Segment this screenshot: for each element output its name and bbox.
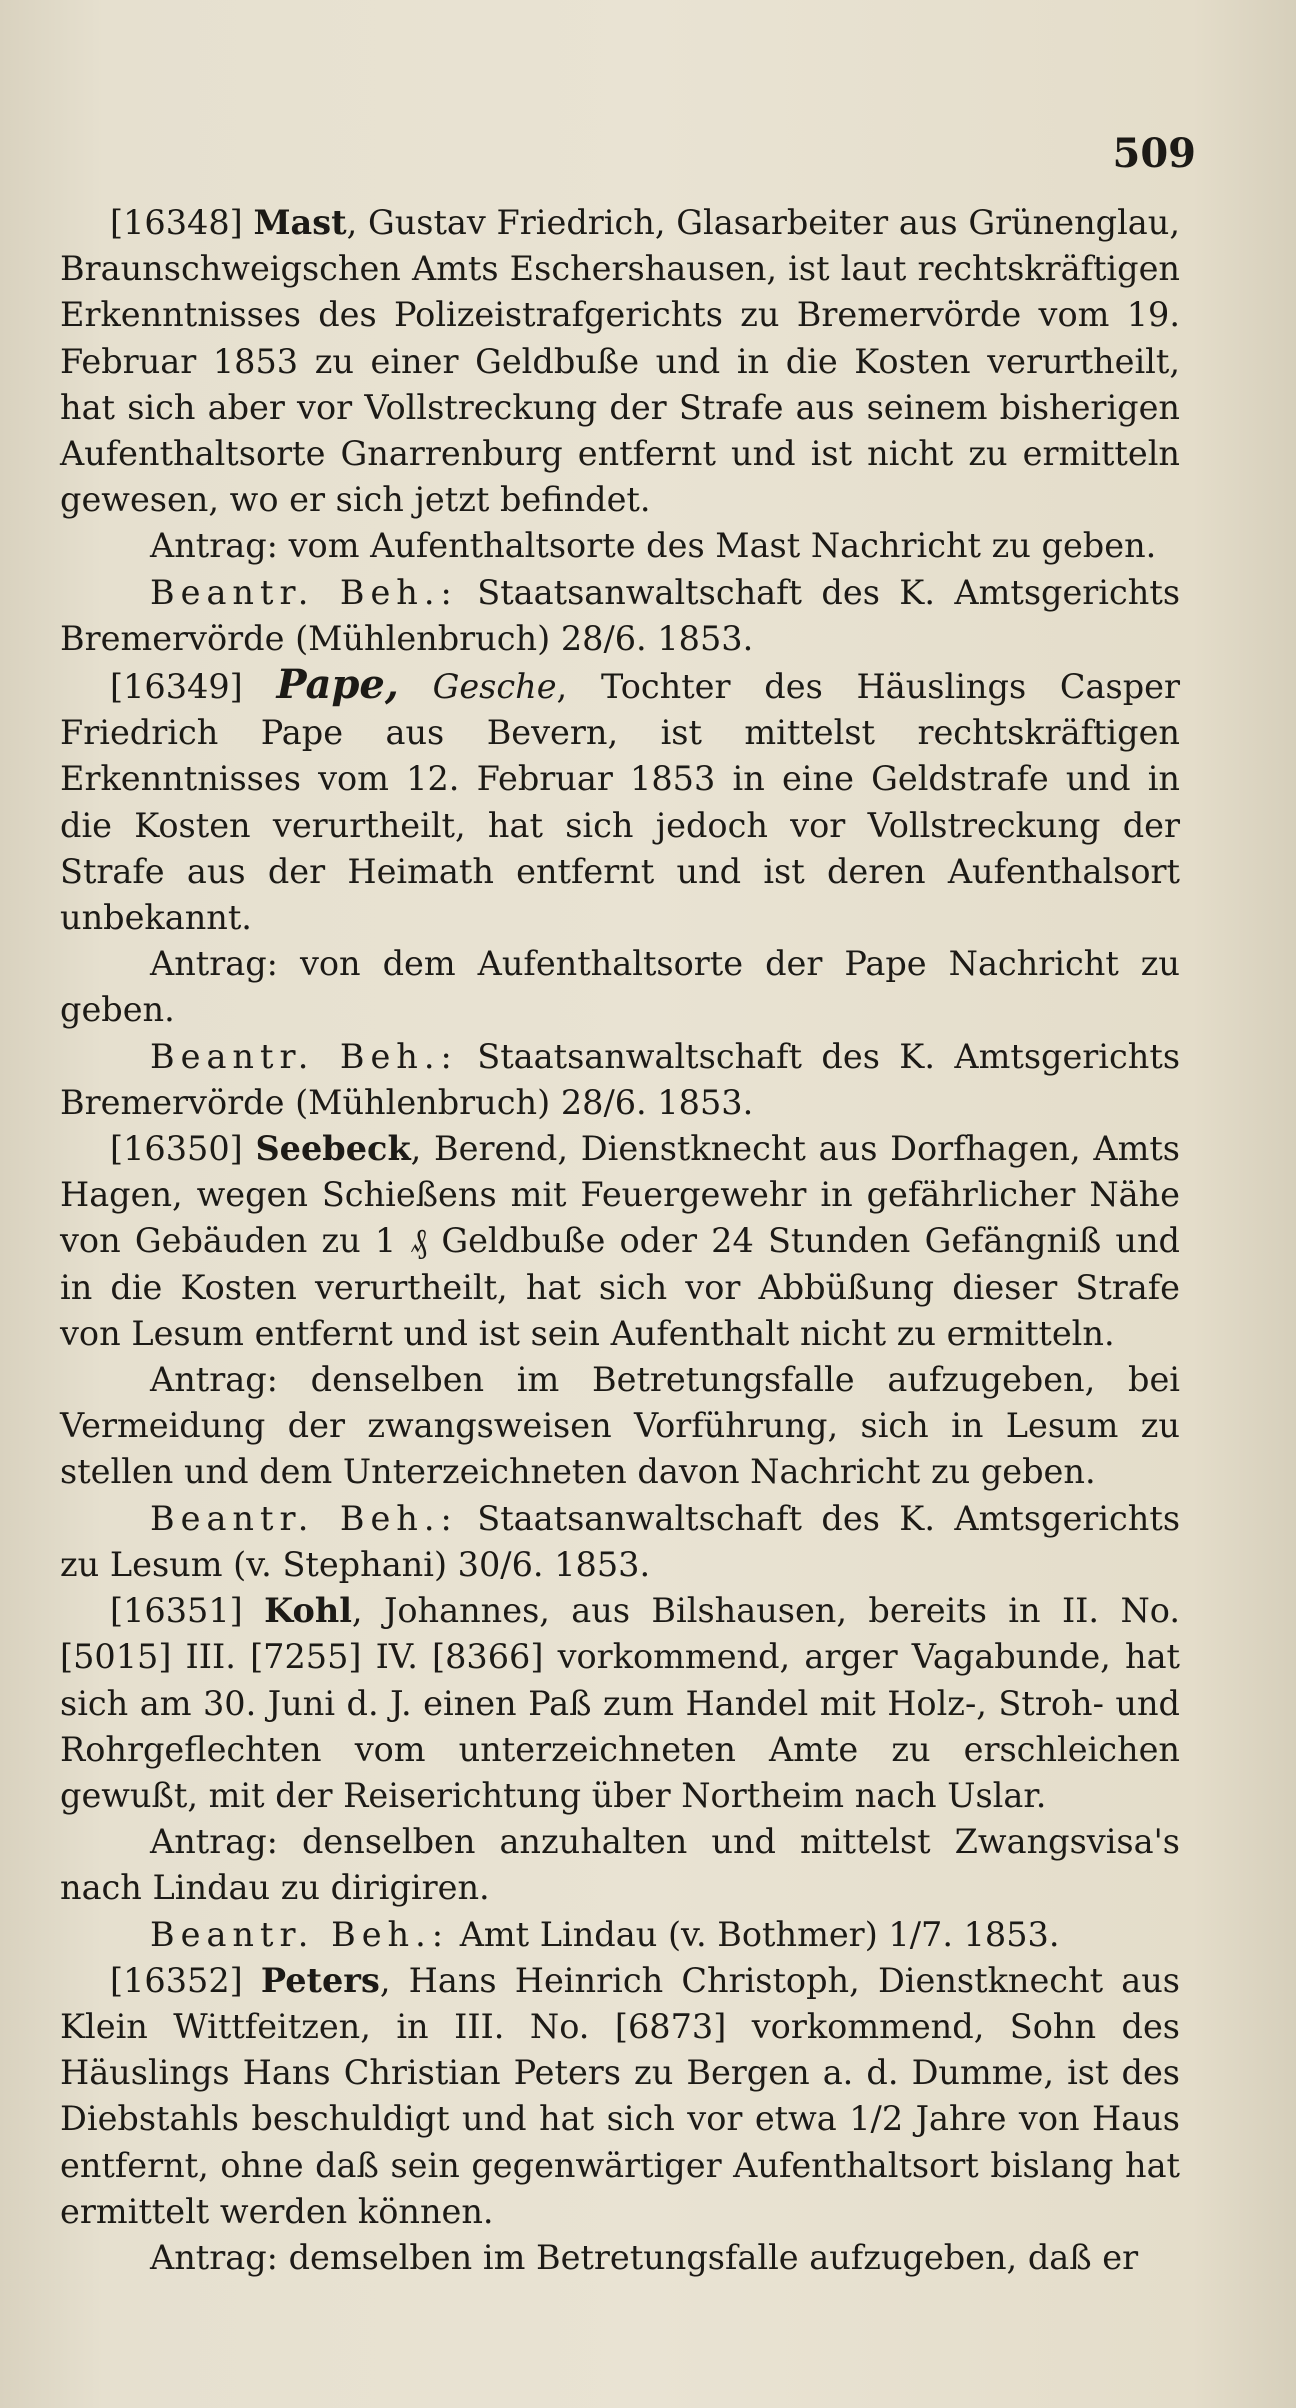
entry-behoerde bbox=[60, 1496, 1180, 1588]
entry-text: , Berend, Dienstknecht aus Dorfhagen, Amts Hagen, wegen Schießens mit Feuergewehr in gefährlicher Nähe von Gebäuden zu 1 ₰ Geldbuße oder 24 Stunden Gefängniß und in die Kosten verurtheilt, hat sich vor Abbüßung dieser Strafe von Lesum entfernt und ist sein Aufenthalt nicht zu ermitteln. bbox=[60, 1129, 1180, 1353]
entry-number: [16348] bbox=[110, 203, 243, 242]
entry-text: , Tochter des Häuslings Casper Friedrich Pape aus Bevern, ist mittelst rechtskräftigen Erkenntnisses vom 12. Februar 1853 in eine Geldstrafe und in die Kosten verurtheilt, hat sich jedoch vor Vollstreckung der Strafe aus der Heimath entfernt und ist deren Aufenthalsort unbekannt. bbox=[60, 667, 1181, 938]
behoerde-label: Beantr. Beh.: bbox=[150, 1036, 458, 1076]
entry-paragraph bbox=[60, 1588, 1180, 1819]
entry-paragraph bbox=[60, 662, 1180, 941]
entry-antrag: Antrag: vom Aufenthaltsorte des Mast Nachricht zu geben. bbox=[150, 526, 1157, 566]
entry-paragraph bbox=[60, 1126, 1180, 1357]
behoerde-text: Amt Lindau (v. Bothmer) 1/7. 1853. bbox=[449, 1914, 1060, 1954]
entry-number: [16352] bbox=[110, 1960, 243, 2000]
entry-behoerde bbox=[60, 1912, 1180, 1958]
behoerde-label: Beantr. Beh.: bbox=[150, 1498, 458, 1538]
entry-number: [16349] bbox=[110, 667, 243, 707]
behoerde-text: Staatsanwaltschaft des K. Amtsgerichts Bremervörde (Mühlenbruch) 28/6. 1853. bbox=[60, 572, 1181, 658]
entry-name: Peters bbox=[260, 1960, 380, 2000]
entry-antrag: Antrag: demselben im Betretungsfalle aufzugeben, daß er bbox=[150, 2237, 1139, 2277]
behoerde-label: Beantr. Beh.: bbox=[150, 572, 458, 612]
entry-paragraph bbox=[60, 1958, 1180, 2235]
entry-number: [16351] bbox=[110, 1591, 243, 1631]
entry-text: , Gustav Friedrich, Glasarbeiter aus Grünenglau, Braunschweigschen Amts Eschershausen, ist laut rechtskräftigen Erkenntnisses des Polizeistrafgerichts zu Bremervörde vom 19. Februar 1853 zu einer Geldbuße und in die Kosten verurtheilt, hat sich aber vor Vollstreckung der Strafe aus seinem bisherigen Aufenthaltsorte Gnarrenburg entfernt und ist nicht zu ermitteln gewesen, wo er sich jetzt befindet. bbox=[60, 203, 1180, 520]
behoerde-label: Beantr. Beh.: bbox=[150, 1914, 450, 1954]
entry-antrag: Antrag: von dem Aufenthaltsorte der Pape Nachricht zu geben. bbox=[60, 944, 1180, 1030]
entry-text: , Hans Heinrich Christoph, Dienstknecht aus Klein Wittfeitzen, in III. No. [6873] vorkommend, Sohn des Häuslings Hans Christian Peters zu Bergen a. d. Dumme, ist des Diebstahls beschuldigt und hat sich vor etwa 1/2 Jahre von Haus entfernt, ohne daß sein gegenwärtiger Aufenthaltsort bislang hat ermittelt werden können. bbox=[60, 1960, 1180, 2231]
behoerde-text: Staatsanwaltschaft des K. Amtsgerichts zu Lesum (v. Stephani) 30/6. 1853. bbox=[60, 1498, 1181, 1584]
entry-antrag: Antrag: denselben anzuhalten und mittelst Zwangsvisa's nach Lindau zu dirigiren. bbox=[60, 1822, 1180, 1908]
entry-antrag: Antrag: denselben im Betretungsfalle aufzugeben, bei Vermeidung der zwangsweisen Vorführung, sich in Lesum zu stellen und dem Unterzeichneten davon Nachricht zu geben. bbox=[60, 1360, 1180, 1492]
entry-name: Mast bbox=[253, 203, 347, 242]
entry-given-name: Gesche bbox=[432, 667, 557, 707]
entry-text: , Johannes, aus Bilshausen, bereits in II. No. [5015] III. [7255] IV. [8366] vorkommend, arger Vagabunde, hat sich am 30. Juni d. J. einen Paß zum Handel mit Holz-, Stroh- und Rohrgeflechten vom unterzeichneten Amte zu erschleichen gewußt, mit der Reiserichtung über Northeim nach Uslar. bbox=[60, 1591, 1180, 1815]
entry-paragraph bbox=[60, 200, 1180, 523]
page-number: 509 bbox=[1112, 130, 1196, 177]
entry-behoerde bbox=[60, 1034, 1180, 1126]
entry-name: Pape, bbox=[276, 661, 399, 709]
entry-name: Seebeck bbox=[255, 1129, 411, 1169]
entry-number: [16350] bbox=[110, 1129, 243, 1169]
entry-behoerde bbox=[60, 570, 1180, 662]
entry-name: Kohl bbox=[264, 1591, 352, 1631]
behoerde-text: Staatsanwaltschaft des K. Amtsgerichts Bremervörde (Mühlenbruch) 28/6. 1853. bbox=[60, 1036, 1181, 1122]
page-body bbox=[60, 200, 1180, 2281]
